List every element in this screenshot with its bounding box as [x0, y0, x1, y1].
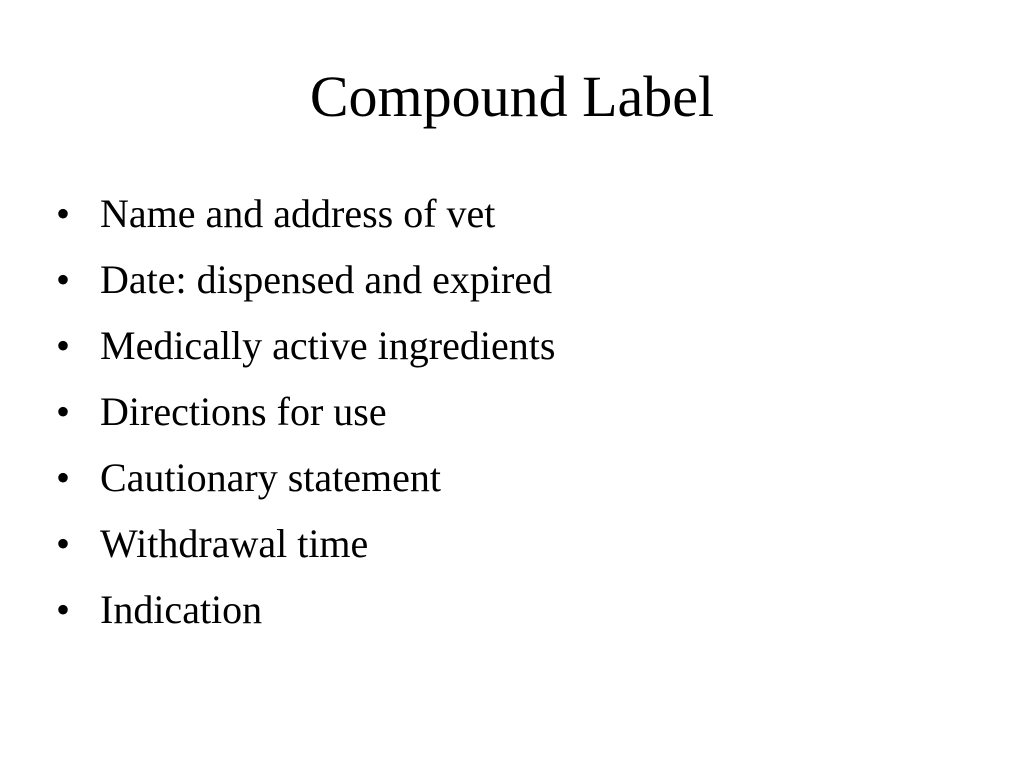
- bullet-icon: •: [56, 587, 71, 632]
- bullet-list: [56, 188, 555, 650]
- bullet-item-date: [56, 254, 555, 320]
- bullet-item-indication: [56, 584, 555, 650]
- bullet-text: Withdrawal time: [100, 521, 369, 566]
- bullet-item-ingredients: [56, 320, 555, 386]
- bullet-icon: •: [56, 323, 71, 368]
- bullet-icon: •: [56, 521, 71, 566]
- bullet-item-cautionary: [56, 452, 555, 518]
- bullet-text: Date: dispensed and expired: [100, 257, 553, 302]
- bullet-text: Cautionary statement: [100, 455, 442, 500]
- bullet-icon: •: [56, 257, 71, 302]
- bullet-item-withdrawal: [56, 518, 555, 584]
- bullet-icon: •: [56, 191, 71, 236]
- bullet-icon: •: [56, 455, 71, 500]
- bullet-text: Name and address of vet: [100, 191, 496, 236]
- bullet-text: Indication: [100, 587, 263, 632]
- slide-title: Compound Label: [309, 64, 715, 129]
- bullet-text: Directions for use: [100, 389, 387, 434]
- bullet-item-directions: [56, 386, 555, 452]
- bullet-item-name-address: [56, 188, 555, 254]
- bullet-icon: •: [56, 389, 71, 434]
- bullet-text: Medically active ingredients: [100, 323, 556, 368]
